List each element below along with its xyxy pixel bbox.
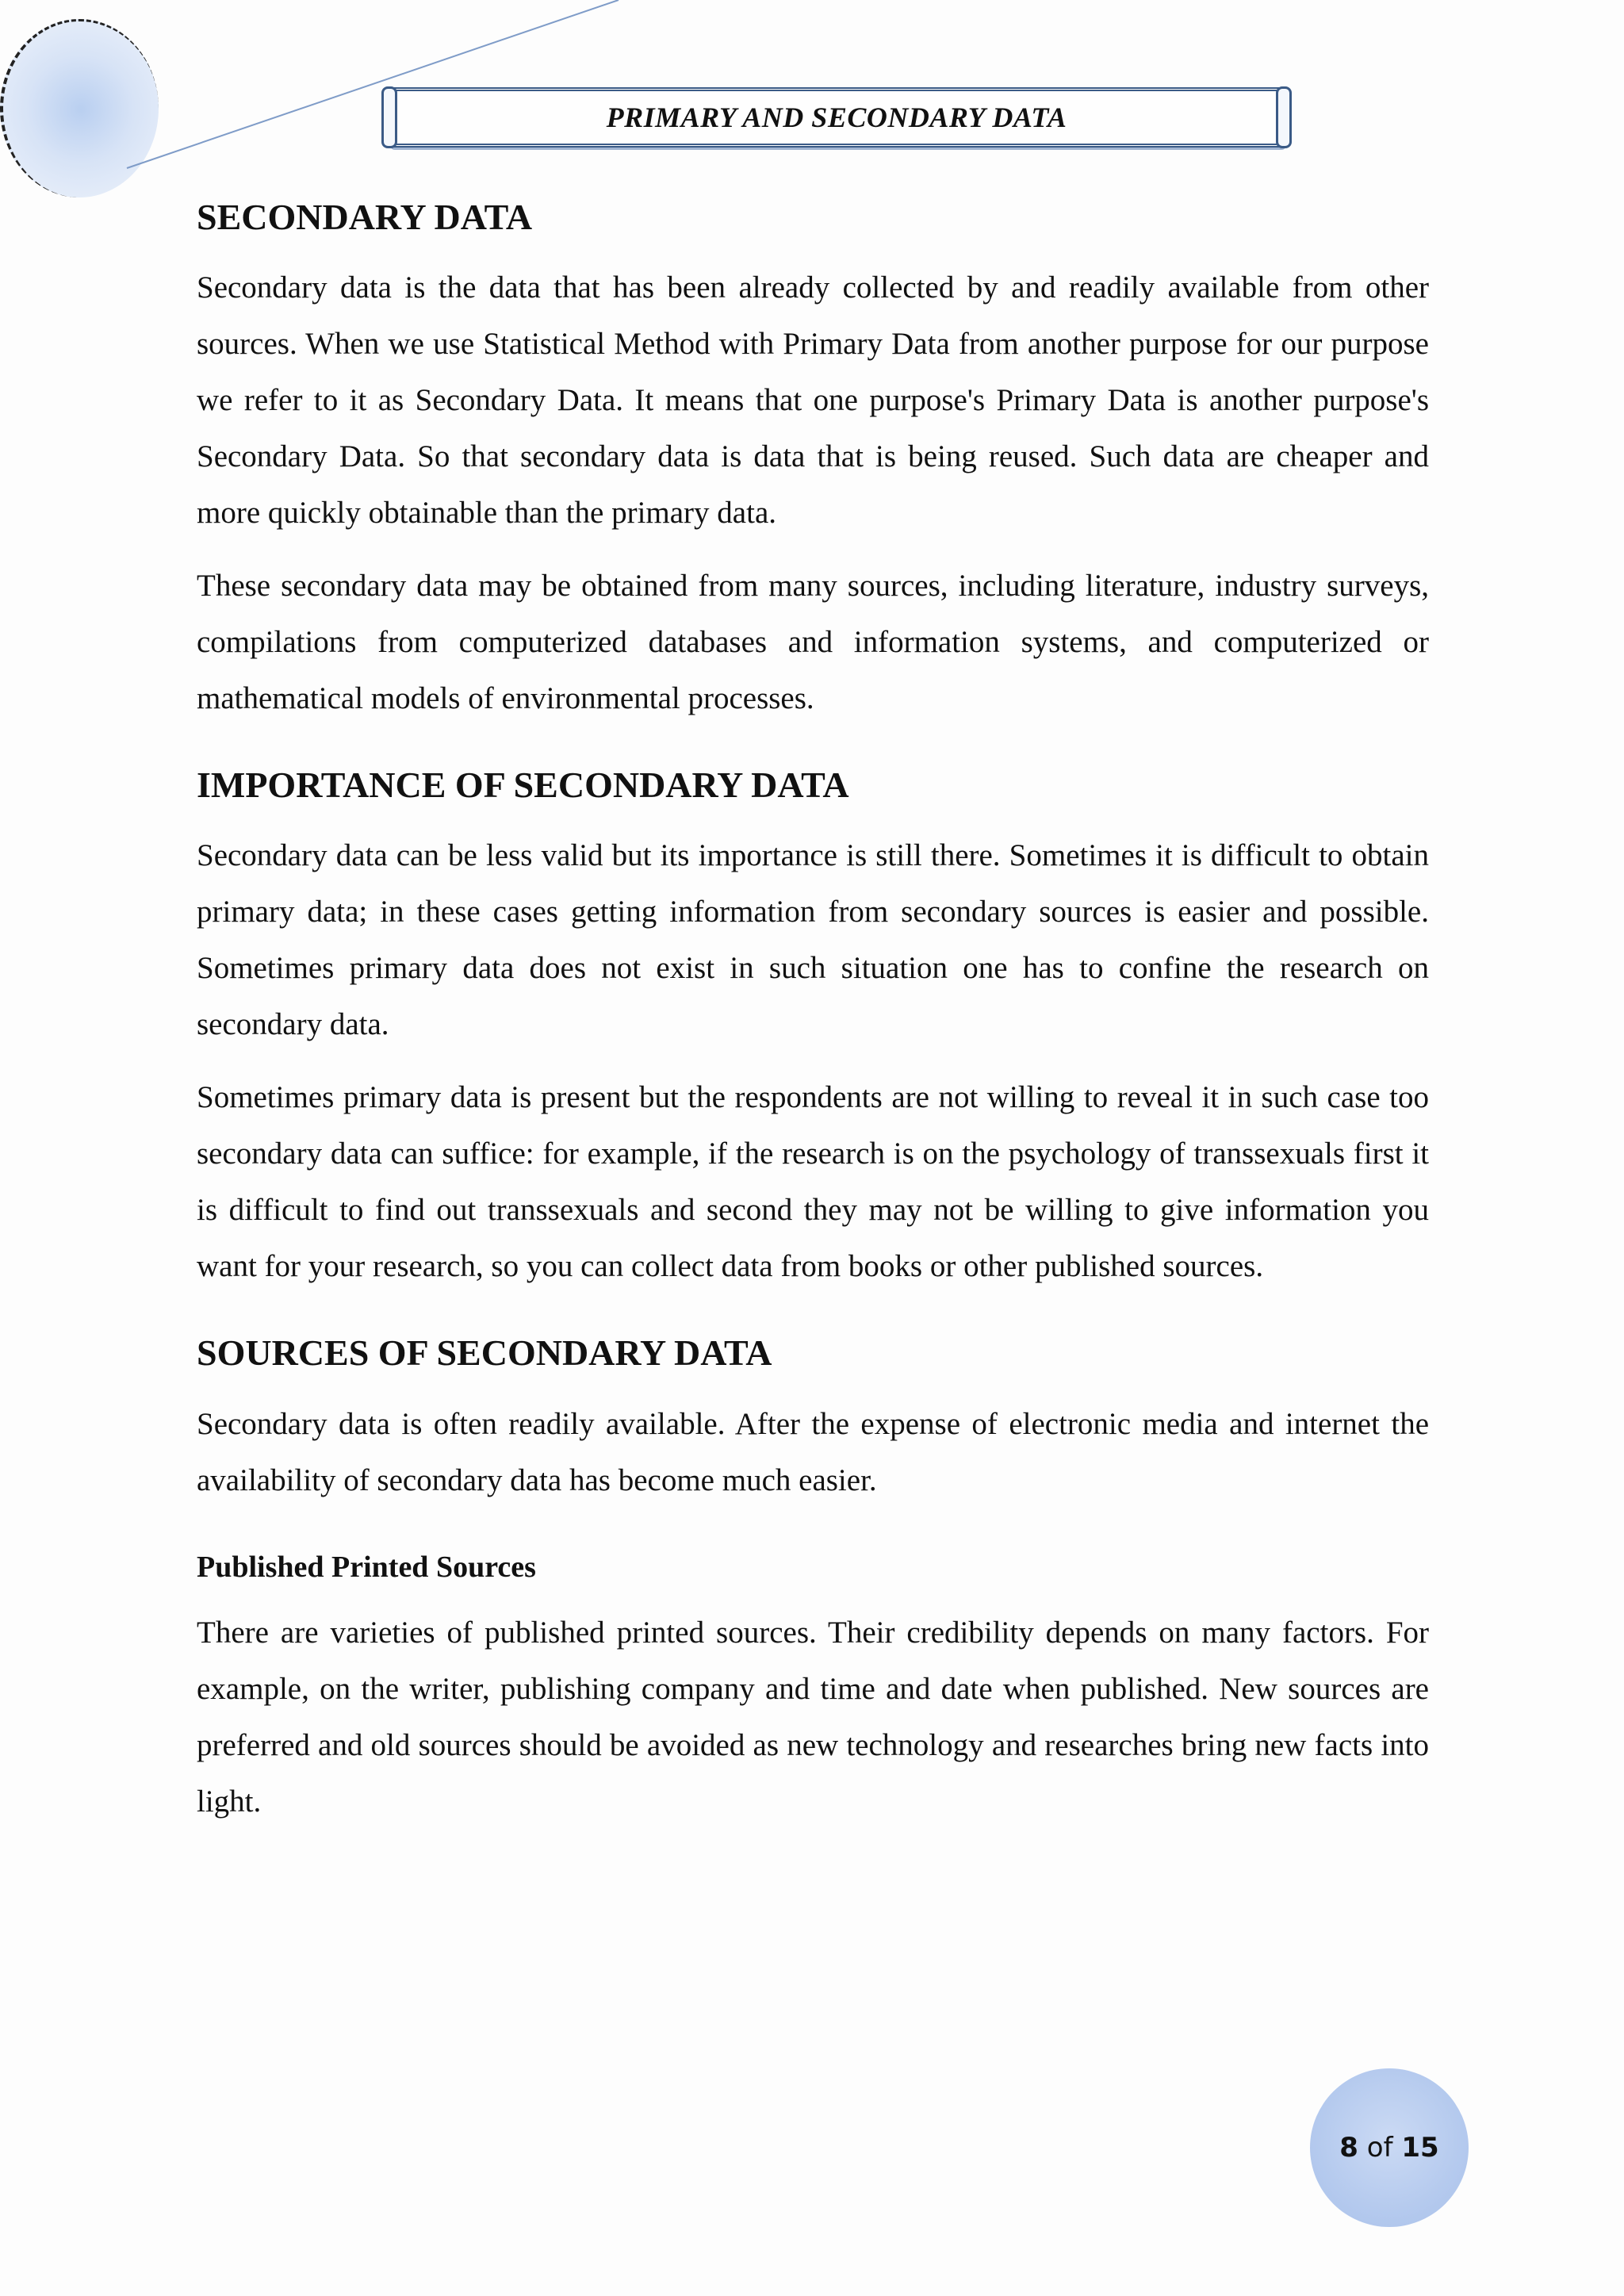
paragraph: Secondary data is the data that has been already collected by and readily available from other sources. When we use Statistical Method with Primary Data from another purpose for our purpose we refer to it as Secondary Data. It means that one purpose's Primary Data is another purpose's Secondary Data. So that secondary data is data that is being reused. Such data are cheaper and more quickly obtainable than the primary data. bbox=[197, 270, 1429, 531]
paragraph: Secondary data is often readily available. After the expense of electronic media and internet the availability of secondary data has become much easier. bbox=[197, 1406, 1429, 1497]
paragraph: There are varieties of published printed sources. Their credibility depends on many factors. For example, on the writer, publishing company and time and date when published. New sources are preferred and old sources should be avoided as new technology and researches bring new facts into light. bbox=[197, 1616, 1429, 1819]
header-title: PRIMARY AND SECONDARY DATA bbox=[606, 102, 1067, 133]
page-current: 8 bbox=[1339, 2132, 1358, 2164]
paragraph: Secondary data can be less valid but its importance is still there. Sometimes it is difficult to obtain primary data; in these cases getting information from secondary sources is easier and possible. Sometimes primary data does not exist in such situation one has to confine the research on secondary data. bbox=[197, 838, 1429, 1042]
page-number-badge bbox=[1310, 2068, 1469, 2227]
banner-scroll-left bbox=[381, 86, 397, 148]
banner-scroll-right bbox=[1276, 86, 1292, 148]
heading-secondary-data: SECONDARY DATA bbox=[197, 197, 533, 237]
heading-importance-of-secondary-data: IMPORTANCE OF SECONDARY DATA bbox=[197, 765, 849, 806]
paragraph: Sometimes primary data is present but the respondents are not willing to reveal it in such case too secondary data can suffice: for example, if the research is on the psychology of transsexuals first it is difficult to find out transsexuals and second they may not be willing to give information you want for your research, so you can collect data from books or other published sources. bbox=[197, 1080, 1429, 1284]
header-banner bbox=[389, 87, 1285, 148]
subheading-published-printed-sources: Published Printed Sources bbox=[197, 1550, 536, 1584]
heading-sources-of-secondary-data: SOURCES OF SECONDARY DATA bbox=[197, 1332, 772, 1374]
paragraph: These secondary data may be obtained from many sources, including literature, industry surveys, compilations from computerized databases and information systems, and computerized or mathematical models of environmental processes. bbox=[197, 569, 1429, 716]
document-body bbox=[197, 190, 1429, 1830]
page-of: of bbox=[1366, 2132, 1393, 2164]
page-total: 15 bbox=[1401, 2132, 1439, 2164]
